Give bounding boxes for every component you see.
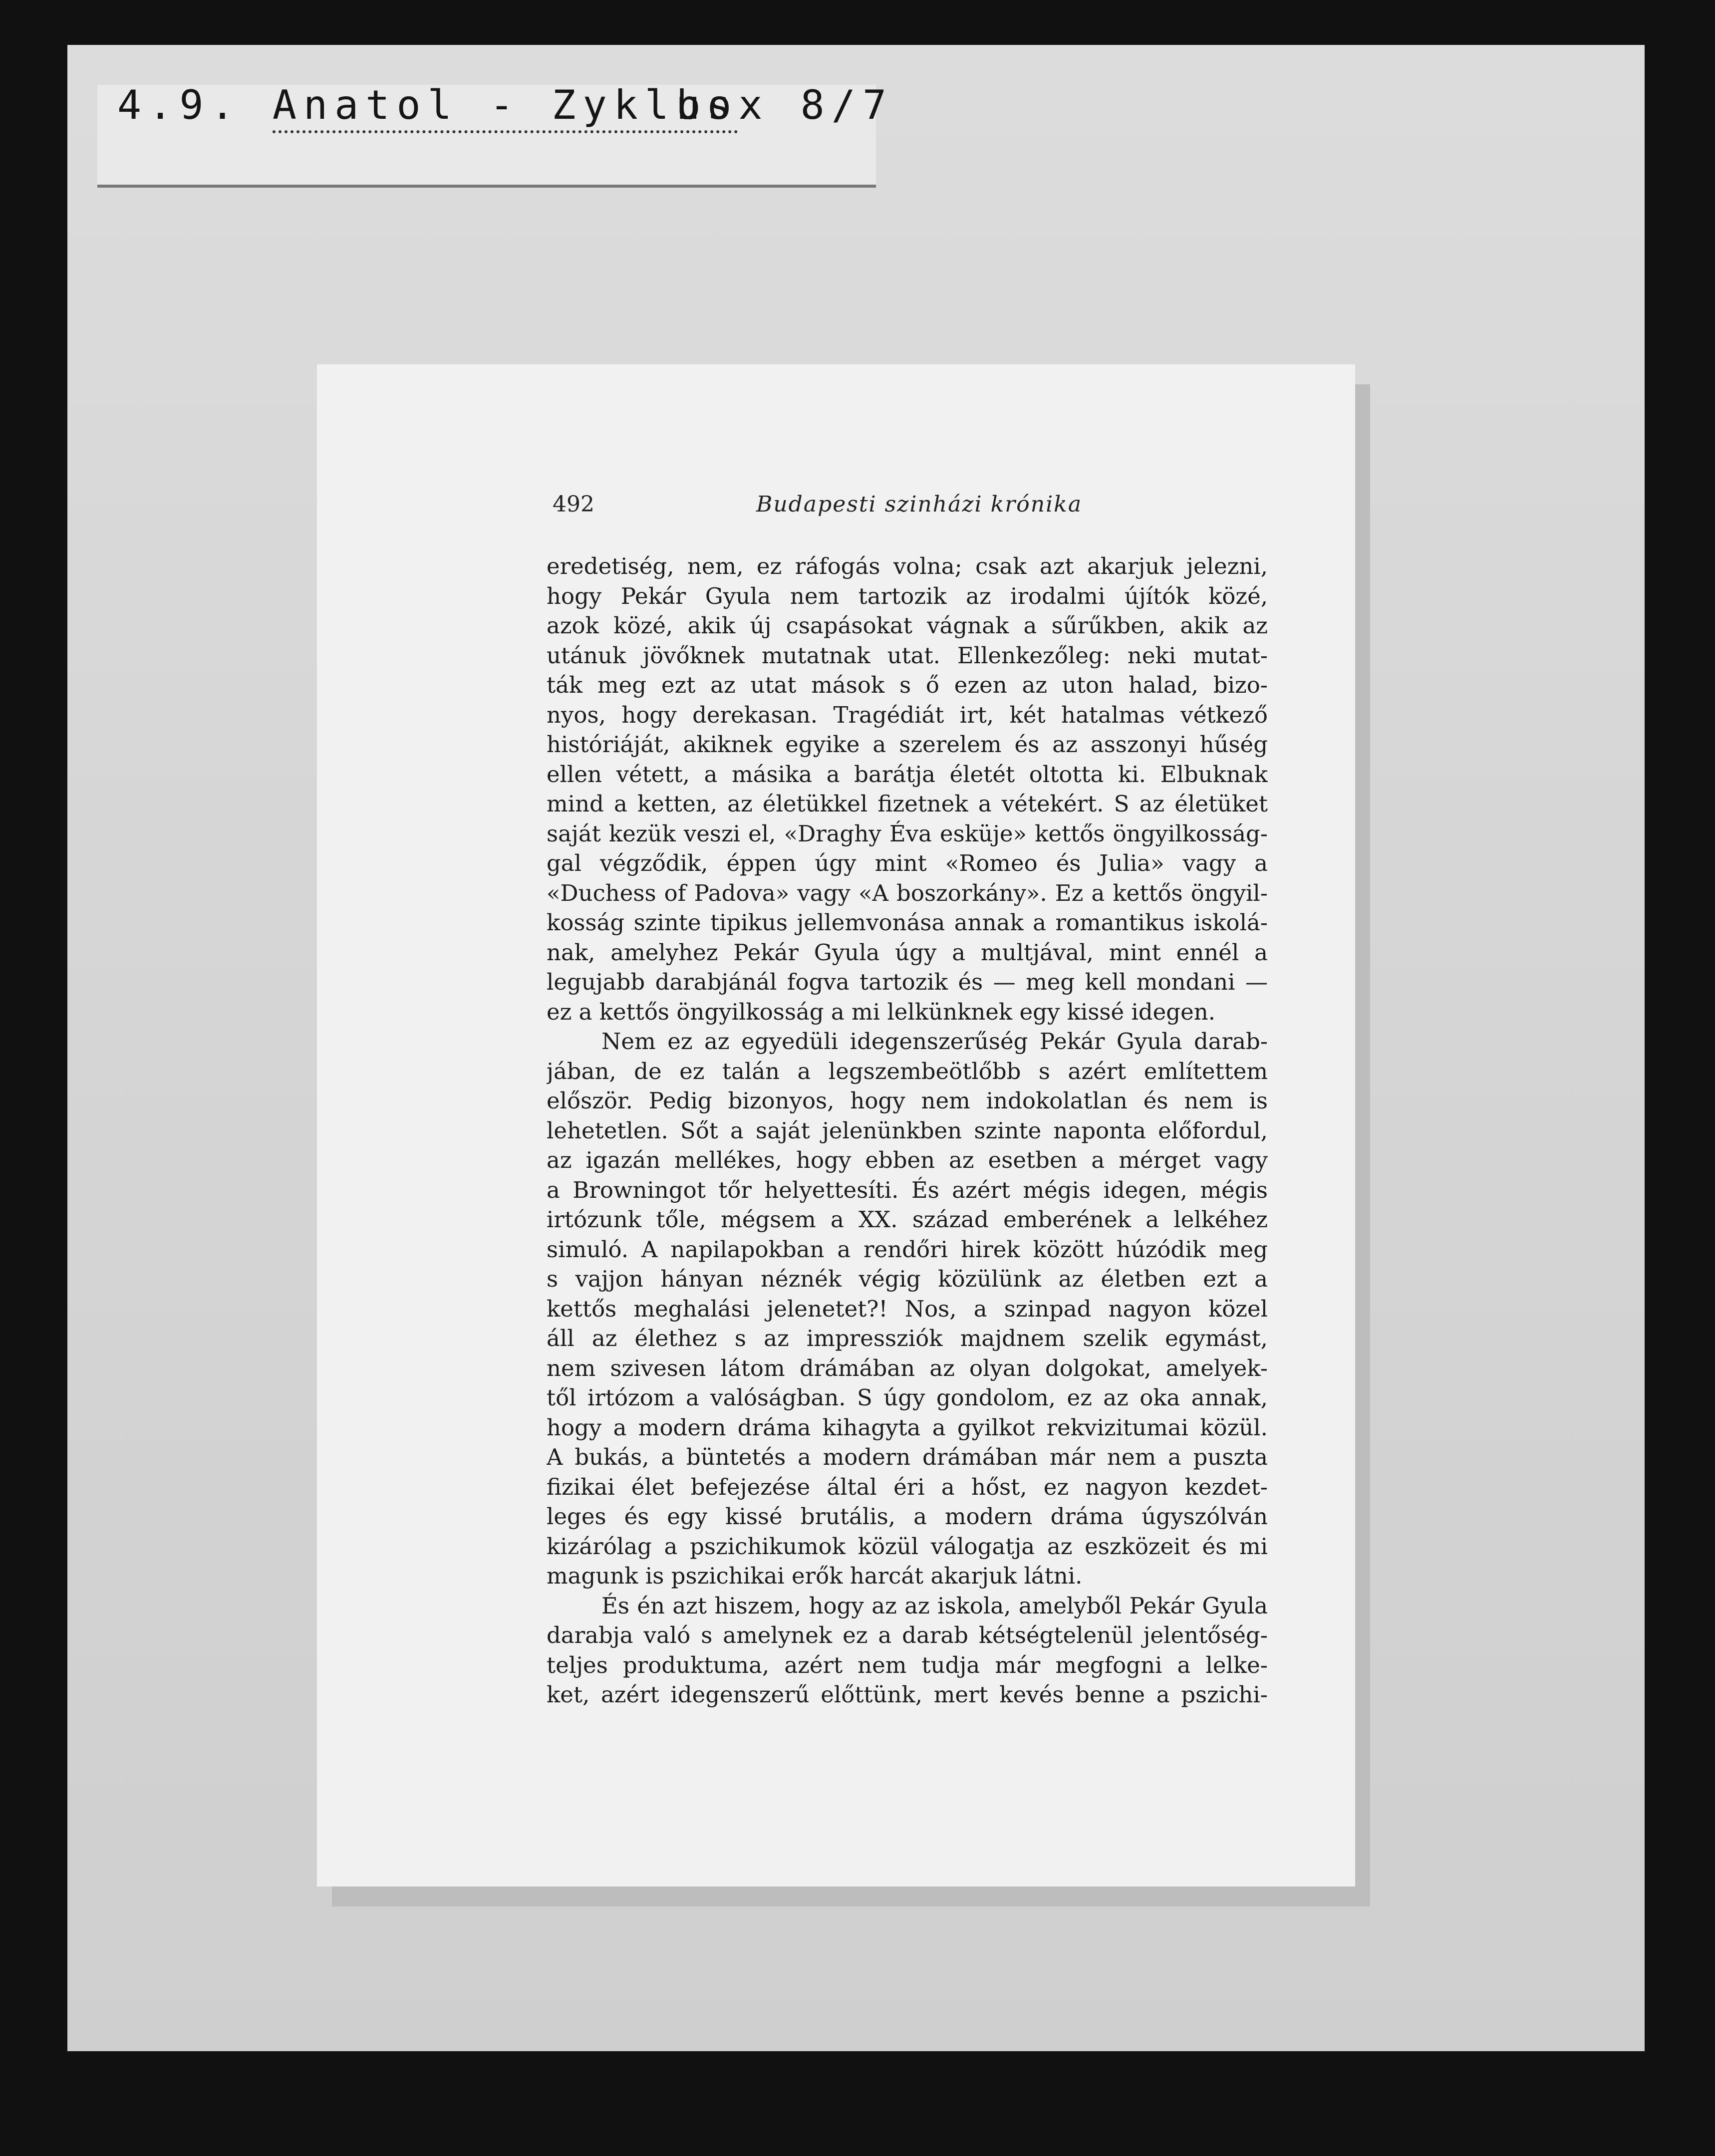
archive-card [67,45,1645,2051]
text-line: Nem ez az egyedüli idegenszerűség Pekár Gyula darab- [601,1028,1268,1055]
text-line: fizikai élet befejezése által éri a hőst, ez nagyon kezdet- [547,1473,1268,1500]
text-line: áll az élethez s az impressziók majdnem szelik egymást, [547,1325,1268,1351]
newspaper-clipping [317,364,1355,1886]
section-title: Anatol - Zyklus [273,82,738,133]
text-line: azok közé, akik új csapásokat vágnak a sűrűkben, akik az [547,612,1268,639]
text-line: utánuk jövőknek mutatnak utat. Ellenkezőleg: neki mutat- [547,642,1268,669]
box-reference: box 8/7 [676,82,894,128]
text-line: hogy Pekár Gyula nem tartozik az irodalmi újítók közé, [547,582,1268,609]
text-line: magunk is pszichikai erők harcát akarjuk látni. [547,1563,1083,1589]
text-line: nem szivesen látom drámában az olyan dolgokat, amelyek- [547,1354,1268,1381]
text-line: simuló. A napilapokban a rendőri hirek között húzódik meg [547,1236,1268,1263]
text-line: nyos, hogy derekasan. Tragédiát irt, két hatalmas vétkező [547,701,1268,728]
text-line: kettős meghalási jelenetet?! Nos, a szinpad nagyon közel [547,1295,1268,1322]
article-body [547,551,1268,1710]
text-line: históriáját, akiknek egyike a szerelem és az asszonyi hűség [547,731,1268,758]
text-line: ez a kettős öngyilkosság a mi lelkünknek egy kissé idegen. [547,998,1216,1025]
text-line: től irtózom a valóságban. S úgy gondolom, ez az oka annak, [547,1384,1268,1411]
text-line: irtózunk tőle, mégsem a XX. század emberének a lelkéhez [547,1206,1268,1233]
text-line: a Browningot tőr helyettesíti. És azért mégis idegen, mégis [547,1176,1268,1203]
text-line: lehetetlen. Sőt a saját jelenünkben szinte naponta előfordul, [547,1117,1268,1144]
text-line: eredetiség, nem, ez ráfogás volna; csak azt akarjuk jelezni, [547,553,1268,579]
section-number: 4.9. [117,82,242,128]
text-line: teljes produktuma, azért nem tudja már megfogni a lelke- [547,1651,1268,1678]
typed-caption [117,82,738,128]
text-line: A bukás, a büntetés a modern drámában már nem a puszta [547,1444,1268,1470]
text-line: kosság szinte tipikus jellemvonása annak a romantikus iskolá- [547,909,1268,936]
text-line: ket, azért idegenszerű előttünk, mert kevés benne a pszichi- [547,1681,1268,1708]
text-line: leges és egy kissé brutális, a modern dráma úgyszólván [547,1503,1268,1530]
text-line: saját kezük veszi el, «Draghy Éva esküje» kettős öngyilkosság- [547,820,1268,847]
text-line: És én azt hiszem, hogy az az iskola, amelyből Pekár Gyula [601,1592,1268,1619]
running-head [317,492,1355,522]
text-line: legujabb darabjánál fogva tartozik és — meg kell mondani — [547,969,1268,995]
text-line: «Duchess of Padova» vagy «A boszorkány». Ez a kettős öngyil- [547,879,1268,906]
text-line: ellen vétett, a másika a barátja életét oltotta ki. Elbuknak [547,761,1268,788]
text-line: ták meg ezt az utat mások s ő ezen az uton halad, bizo- [547,672,1268,698]
text-line: jában, de ez talán a legszembeötlőbb s azért említettem [547,1058,1268,1084]
text-line: hogy a modern dráma kihagyta a gyilkot rekvizitumai közül. [547,1414,1268,1441]
text-line: nak, amelyhez Pekár Gyula úgy a multjával, mint ennél a [547,939,1268,966]
text-line: darabja való s amelynek ez a darab kétségtelenül jelentőség- [547,1622,1268,1648]
text-line: először. Pedig bizonyos, hogy nem indokolatlan és nem is [547,1087,1268,1114]
text-line: gal végződik, éppen úgy mint «Romeo és Julia» vagy a [547,850,1268,876]
text-line: mind a ketten, az életükkel fizetnek a vétekért. S az életüket [547,791,1268,817]
running-title: Budapesti szinházi krónika [756,492,1083,517]
text-line: s vajjon hányan néznék végig közülünk az életben ezt a [547,1266,1268,1292]
page-number: 492 [553,492,594,517]
text-line: kizárólag a pszichikumok közül válogatja az eszközeit és mi [547,1533,1268,1560]
text-line: az igazán mellékes, hogy ebben az esetben a mérget vagy [547,1147,1268,1173]
